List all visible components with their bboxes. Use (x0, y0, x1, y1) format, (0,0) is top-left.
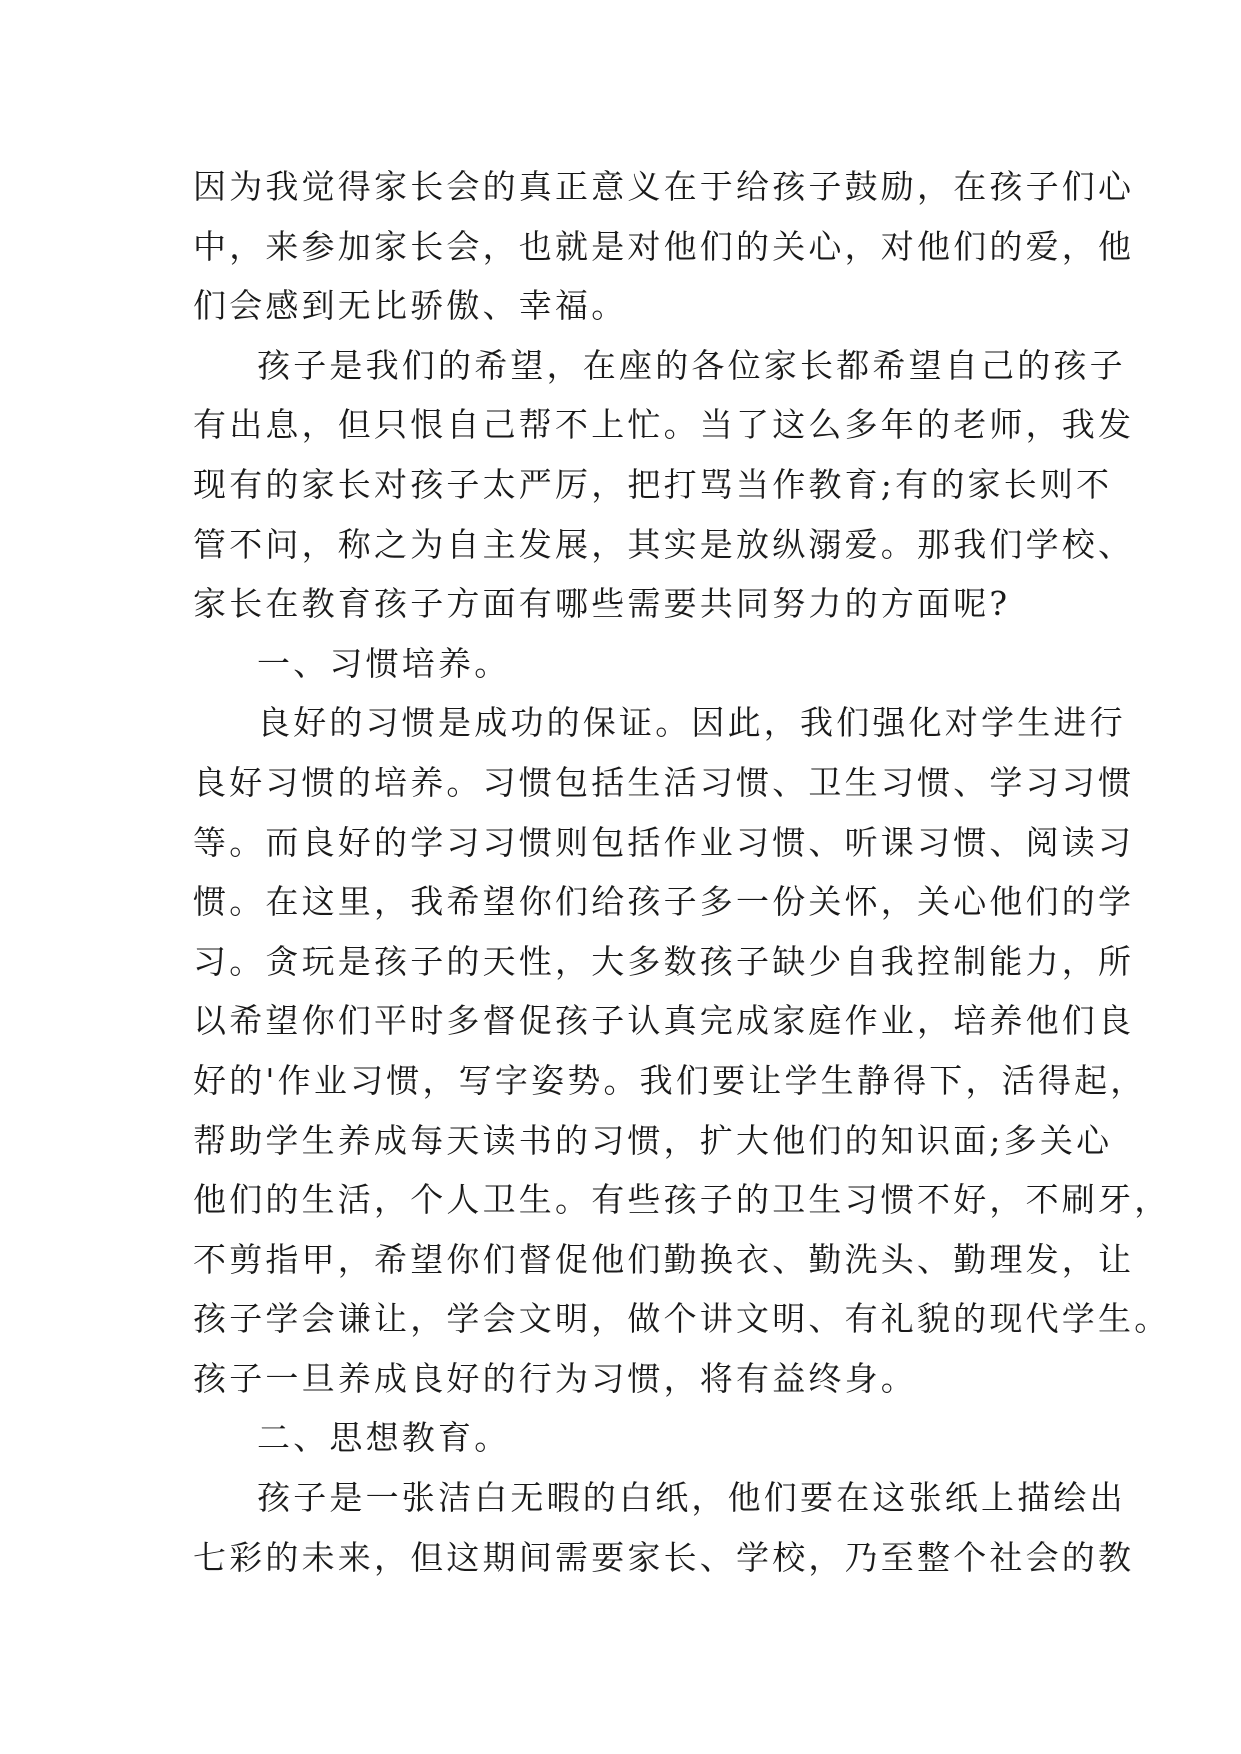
text-line: 不剪指甲，希望你们督促他们勤换衣、勤洗头、勤理发，让 (193, 1239, 1135, 1279)
section-heading: 二、思想教育。 (257, 1418, 511, 1458)
text-line: 因为我觉得家长会的真正意义在于给孩子鼓励，在孩子们心 (193, 167, 1135, 206)
paragraph-first-line: 良好的习惯是成功的保证。因此，我们强化对学生进行 (257, 703, 1126, 743)
document-body (193, 157, 1171, 1587)
paragraph-first-line: 孩子是一张洁白无暇的白纸，他们要在这张纸上描绘出 (257, 1478, 1126, 1518)
text-line: 良好习惯的培养。习惯包括生活习惯、卫生习惯、学习习惯 (193, 762, 1135, 802)
paragraph-first-line: 孩子是我们的希望，在座的各位家长都希望自己的孩子 (257, 345, 1126, 385)
text-line: 好的'作业习惯，写字姿势。我们要让学生静得下，活得起， (193, 1060, 1147, 1100)
text-line: 他们的生活，个人卫生。有些孩子的卫生习惯不好，不刷牙， (193, 1180, 1171, 1220)
text-line: 家长在教育孩子方面有哪些需要共同努力的方面呢? (193, 584, 1011, 624)
text-line: 中，来参加家长会，也就是对他们的关心，对他们的爱，他 (193, 226, 1135, 266)
text-line: 孩子一旦养成良好的行为习惯，将有益终身。 (193, 1358, 917, 1398)
text-line: 现有的家长对孩子太严厉，把打骂当作教育;有的家长则不 (193, 464, 1113, 504)
text-line: 帮助学生养成每天读书的习惯，扩大他们的知识面;多关心 (193, 1120, 1113, 1160)
text-line: 七彩的未来，但这期间需要家长、学校，乃至整个社会的教 (193, 1537, 1135, 1577)
section-heading: 一、习惯培养。 (257, 643, 511, 683)
text-line: 惯。在这里，我希望你们给孩子多一份关怀，关心他们的学 (193, 882, 1135, 922)
text-line: 以希望你们平时多督促孩子认真完成家庭作业，培养他们良 (193, 1001, 1135, 1041)
text-line: 们会感到无比骄傲、幸福。 (193, 286, 628, 326)
text-line: 等。而良好的学习习惯则包括作业习惯、听课习惯、阅读习 (193, 822, 1135, 862)
text-line: 管不问，称之为自主发展，其实是放纵溺爱。那我们学校、 (193, 524, 1135, 564)
text-line: 习。贪玩是孩子的天性，大多数孩子缺少自我控制能力，所 (193, 941, 1135, 981)
text-line: 有出息，但只恨自己帮不上忙。当了这么多年的老师，我发 (193, 405, 1135, 445)
text-line: 孩子学会谦让，学会文明，做个讲文明、有礼貌的现代学生。 (193, 1299, 1171, 1339)
